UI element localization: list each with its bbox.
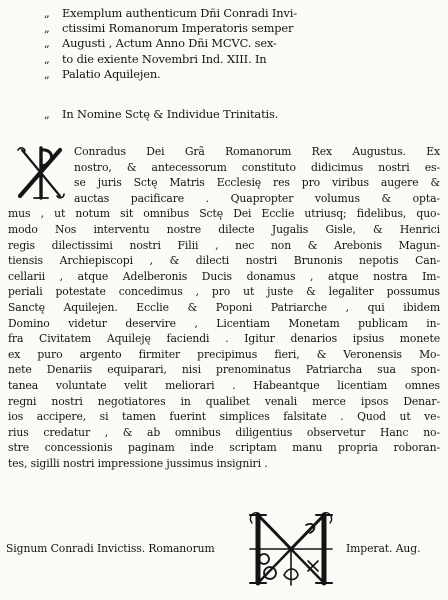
body-line: tiensis Archiepiscopi , & dilecti nostri Brunonis nepotis Can- — [8, 254, 440, 268]
document-preamble — [44, 6, 442, 82]
body-line: regni nostri negotiatores in qualibet venali merce ipsos Denar- — [8, 394, 440, 408]
body-line: auctas pacificare . Quapropter volumus & opta- — [74, 191, 440, 205]
body-line: Conradus Dei Grã Romanorum Rex Augustus. Ex — [74, 145, 440, 158]
body-line: mus , ut notum sit omnibus Sctę Dei Ecclie utriusq; fidelibus, quo- — [8, 207, 440, 221]
invocation-heading: „ In Nomine Sctę & Individue Trinitatis. — [44, 107, 279, 121]
body-line: rius credatur , & ab omnibus diligentius observetur Hanc no- — [8, 425, 440, 439]
body-line: nostro, & antecessorum constituto didicimus nostri es- — [74, 160, 440, 174]
preamble-line: „ Augusti , Actum Anno Dñi MCVC. sex- — [44, 36, 277, 51]
body-line: periali potestate concedimus , pro ut juste & legaliter possumus — [8, 285, 440, 299]
quote-mark: „ — [44, 108, 50, 121]
imperial-monogram-icon — [244, 505, 338, 593]
body-line: ios accipere, si tamen fuerint simplices falsitate . Quod ut ve- — [8, 410, 440, 424]
body-line: fra Civitatem Aquileję faciendi . Igitur denarios ipsius monete — [8, 332, 440, 346]
body-line: Sanctę Aquilejen. Ecclie & Poponi Patriarche , qui ibidem — [8, 300, 440, 314]
preamble-line: „ Exemplum authenticum Dñi Conradi Invi- — [44, 6, 297, 20]
body-line: Domino videtur deservire , Licentiam Monetam publicam in- — [8, 316, 440, 330]
preamble-line: „ to die exiente Novembri Ind. XIII. In — [44, 51, 267, 66]
preamble-line: „ Palatio Aquilejen. — [44, 66, 161, 81]
quote-mark: „ — [44, 37, 50, 51]
body-line: nete Denariis equiparari, nisi prenominatus Patriarcha sua spon- — [8, 363, 440, 377]
body-line: ex puro argento firmiter precipimus fieri, & Veronensis Mo- — [8, 347, 440, 361]
body-line: tes, sigilli nostri impressione jussimus insigniri . — [8, 456, 268, 470]
quote-mark: „ — [44, 52, 50, 66]
quote-mark: „ — [44, 22, 50, 36]
quote-mark: „ — [44, 67, 50, 81]
body-line: cellarii , atque Adelberonis Ducis donamus , atque nostra Im- — [8, 269, 440, 283]
signature-text: Imperat. Aug. — [346, 542, 421, 555]
preamble-line: „ ctissimi Romanorum Imperatoris semper — [44, 21, 294, 36]
quote-mark: „ — [44, 7, 50, 20]
charter-body — [8, 144, 440, 471]
body-line: modo Nos interventu nostre dilecte Jugalis Gisle, & Henrici — [8, 222, 440, 236]
body-line: regis dilectissimi nostri Filii , nec non & Arebonis Magun- — [8, 238, 440, 252]
signature-text: Signum Conradi Invictiss. Romanorum — [6, 542, 215, 555]
body-line: se juris Sctę Matris Ecclesię res pro viribus augere & — [74, 176, 440, 190]
body-line: stre concessionis paginam inde scriptam manu propria roboran- — [8, 441, 440, 455]
body-line: tanea voluntate velit meliorari . Habeantque licentiam omnes — [8, 378, 440, 392]
